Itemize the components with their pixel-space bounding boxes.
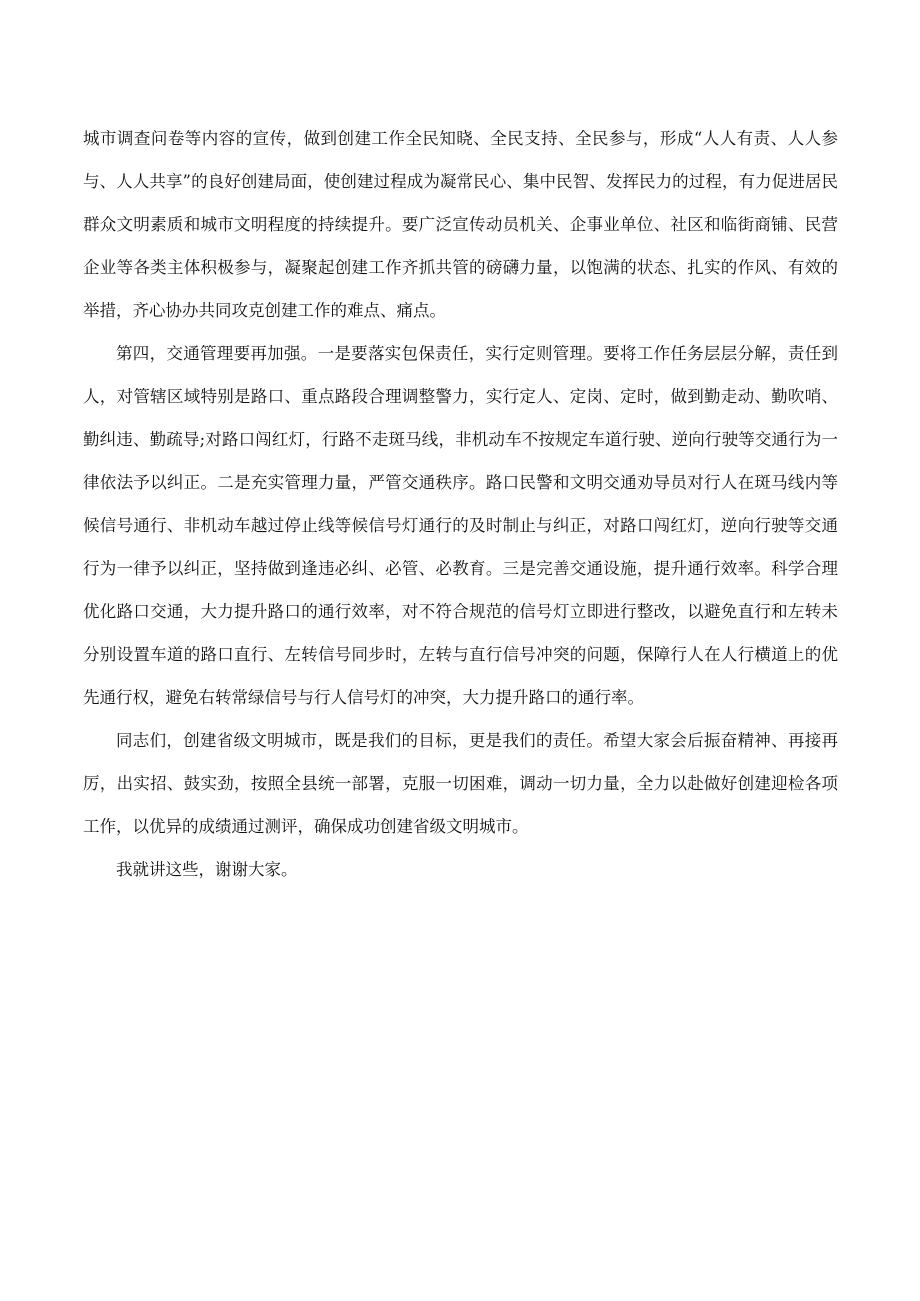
paragraph-thanks: 我就讲这些，谢谢大家。 — [116, 860, 298, 879]
paragraph-traffic-management: 第四，交通管理要再加强。一是要落实包保责任，实行定则管理。要将工作任务层层分解，责任到人，对管辖区域特别是路口、重点路段合理调整警力，实行定人、定岗、定时，做到勤走动、勤吹哨、勤纠违、勤疏导;对路口闯红灯，行路不走斑马线，非机动车不按规定车道行驶、逆向行驶等交通行为一律依法予以纠正。二是充实管理力量，严管交通秩序。路口民警和文明交通劝导员对行人在斑马线内等候信号通行、非机动车越过停止线等候信号灯通行的及时制止与纠正，对路口闯红灯，逆向行驶等交通行为一律予以纠正，坚持做到逢违必纠、必管、必教育。三是完善交通设施，提升通行效率。科学合理优化路口交通，大力提升路口的通行效率，对不符合规范的信号灯立即进行整改，以避免直行和左转未分别设置车道的路口直行、左转信号同步时，左转与直行信号冲突的问题，保障行人在人行横道上的优先通行权，避免右转常绿信号与行人信号灯的冲突，大力提升路口的通行率。 — [83, 344, 838, 707]
paragraph-publicity: 城市调查问卷等内容的宣传，做到创建工作全民知晓、全民支持、全民参与，形成“人人有责、人人参与、人人共享”的良好创建局面，使创建过程成为凝常民心、集中民智、发挥民力的过程，有力促进居民群众文明素质和城市文明程度的持续提升。要广泛宣传动员机关、企事业单位、社区和临街商铺、民营企业等各类主体积极参与，凝聚起创建工作齐抓共管的磅礴力量，以饱满的状态、扎实的作风、有效的举措，齐心协办共同攻克创建工作的难点、痛点。 — [83, 129, 838, 320]
document-body — [83, 117, 838, 891]
paragraph-closing-remarks: 同志们，创建省级文明城市，既是我们的目标，更是我们的责任。希望大家会后振奋精神、再接再厉，出实招、鼓实劲，按照全县统一部署，克服一切困难，调动一切力量，全力以赴做好创建迎检各项工作，以优异的成绩通过测评，确保成功创建省级文明城市。 — [83, 731, 838, 836]
